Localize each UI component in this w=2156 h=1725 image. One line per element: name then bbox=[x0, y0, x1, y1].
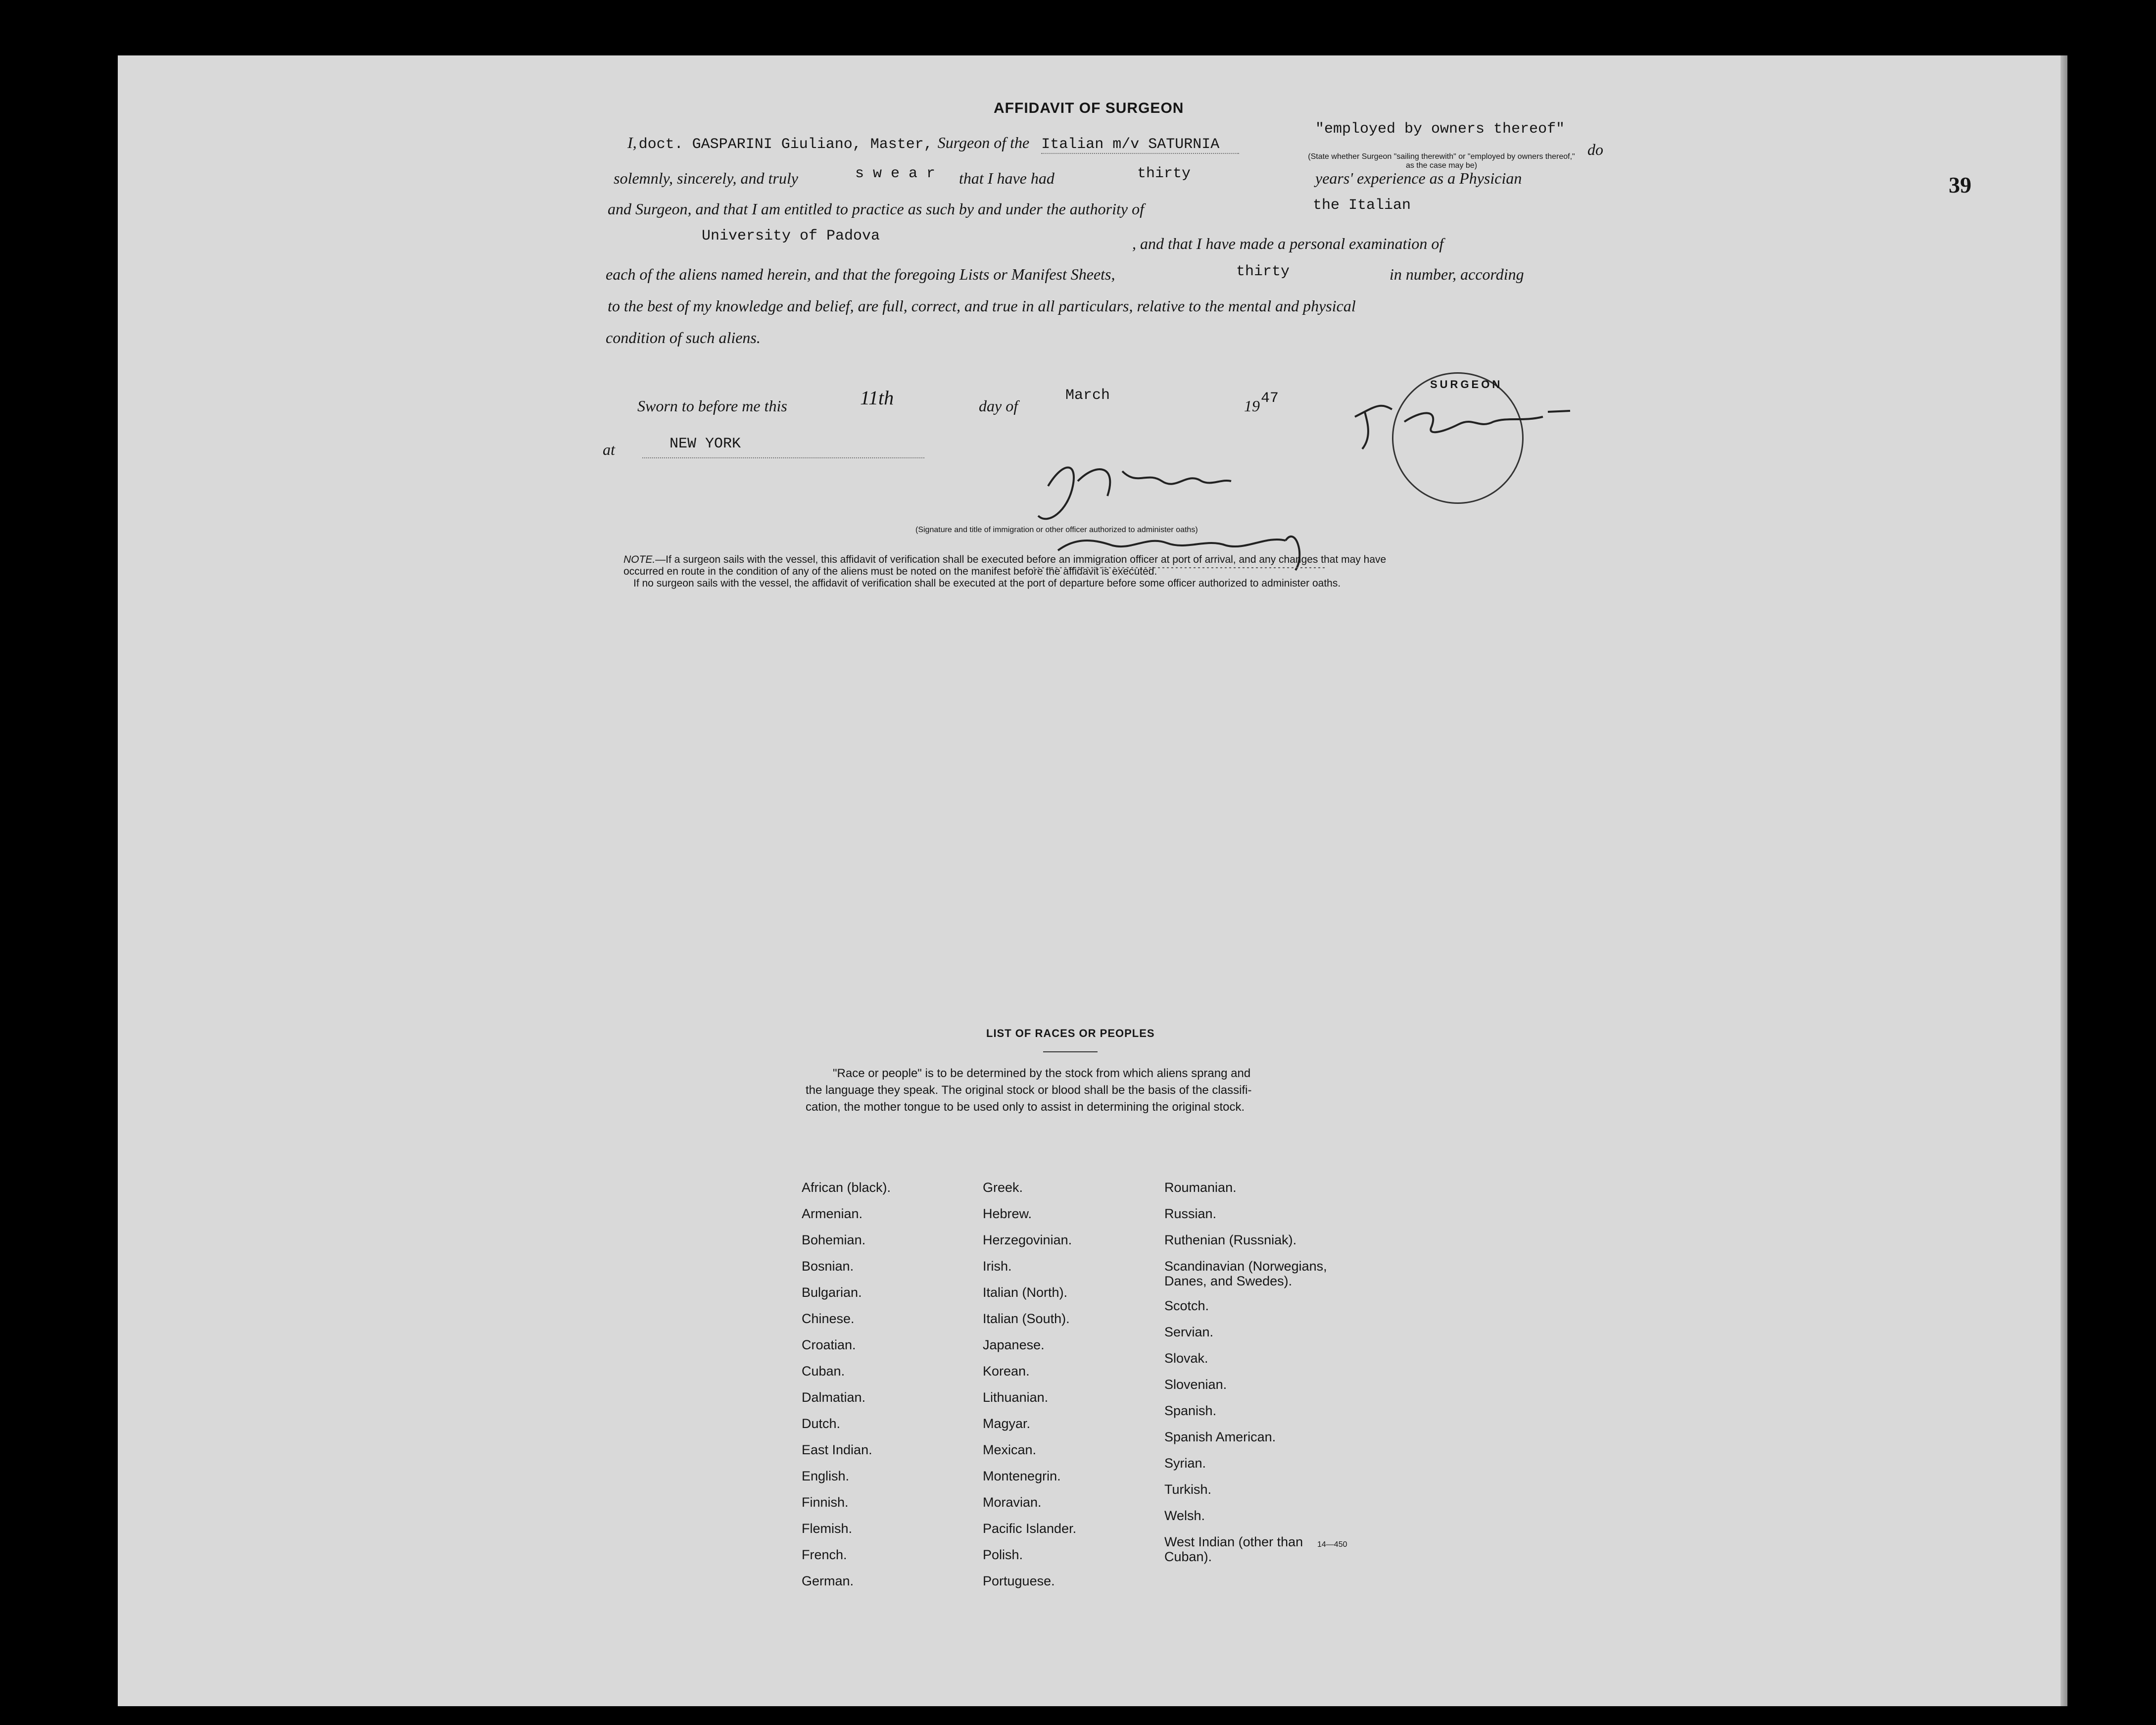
race-item: East Indian. bbox=[802, 1442, 872, 1457]
race-item: Flemish. bbox=[802, 1521, 853, 1536]
race-item: Finnish. bbox=[802, 1495, 849, 1510]
race-item: Servian. bbox=[1164, 1325, 1214, 1339]
races-heading-rule bbox=[1043, 1051, 1098, 1052]
employment-status: "employed by owners thereof" bbox=[1315, 121, 1565, 138]
affidavit-line-5: each of the aliens named herein, and that the foregoing Lists or Manifest Sheets, bbox=[606, 265, 1115, 283]
race-item: English. bbox=[802, 1469, 850, 1483]
vessel-name: Italian m/v SATURNIA bbox=[1041, 136, 1239, 154]
race-item: Croatian. bbox=[802, 1337, 856, 1352]
race-item: Japanese. bbox=[983, 1337, 1045, 1352]
race-item: Slovenian. bbox=[1164, 1377, 1227, 1392]
note-prefix: NOTE. bbox=[623, 554, 656, 565]
race-item: Armenian. bbox=[802, 1206, 863, 1221]
race-item: Russian. bbox=[1164, 1206, 1217, 1221]
surgeon-of-label: Surgeon of the bbox=[937, 134, 1030, 151]
race-item: Dalmatian. bbox=[802, 1390, 866, 1405]
sheets-value: thirty bbox=[1236, 263, 1290, 280]
race-item: French. bbox=[802, 1547, 847, 1562]
sworn-place: NEW YORK bbox=[670, 436, 741, 452]
race-item: Scotch. bbox=[1164, 1298, 1209, 1313]
form-title: AFFIDAVIT OF SURGEON bbox=[994, 100, 1184, 116]
race-item: Slovak. bbox=[1164, 1351, 1208, 1366]
races-intro bbox=[806, 1065, 1251, 1116]
races-column-2 bbox=[983, 1180, 1076, 1600]
year-prefix: 19 bbox=[1244, 397, 1260, 415]
race-item: Polish. bbox=[983, 1547, 1023, 1562]
page-edge bbox=[2060, 55, 2067, 1706]
races-column-3 bbox=[1164, 1180, 1327, 1574]
race-item: Scandinavian (Norwegians, Danes, and Swedes). bbox=[1164, 1259, 1327, 1288]
race-item: Greek. bbox=[983, 1180, 1023, 1195]
note-block bbox=[623, 554, 1386, 590]
day-of-label: day of bbox=[979, 397, 1018, 415]
races-heading: LIST OF RACES OR PEOPLES bbox=[986, 1027, 1155, 1039]
race-item: Cuban. bbox=[802, 1364, 845, 1379]
stamp-label: SURGEON bbox=[1430, 378, 1503, 391]
sworn-day: 11th bbox=[860, 387, 894, 409]
surgeon-name: doct. GASPARINI Giuliano, Master, bbox=[638, 136, 933, 153]
race-item: Welsh. bbox=[1164, 1508, 1205, 1523]
exam-label: , and that I have made a personal examination of bbox=[1132, 235, 1444, 252]
race-item: West Indian (other than Cuban). bbox=[1164, 1534, 1303, 1564]
race-item: Bulgarian. bbox=[802, 1285, 862, 1300]
authority-label: and Surgeon, and that I am entitled to practice as such by and under the authority of bbox=[608, 200, 1144, 218]
note-line-3: If no surgeon sails with the vessel, the affidavit of verification shall be executed at the port of departure before some officer authorized to administer oaths. bbox=[633, 578, 1341, 589]
race-item: Bosnian. bbox=[802, 1259, 854, 1274]
do-label: do bbox=[1587, 141, 1603, 158]
affidavit-line-6: to the best of my knowledge and belief, are full, correct, and true in all particulars, relative to the mental and physical bbox=[608, 297, 1356, 315]
note-line-1: —If a surgeon sails with the vessel, this affidavit of verification shall be executed before an immigration officer at port of arrival, and any changes that may have bbox=[655, 554, 1387, 565]
authority-value-2: University of Padova bbox=[702, 228, 880, 245]
form-number: 14—450 bbox=[1317, 1540, 1347, 1549]
experience-label: that I have had bbox=[959, 169, 1054, 187]
race-item: Spanish American. bbox=[1164, 1429, 1276, 1444]
race-item: Hebrew. bbox=[983, 1206, 1032, 1221]
race-item: Syrian. bbox=[1164, 1456, 1206, 1471]
oath-word: s w e a r bbox=[855, 165, 936, 182]
race-item: Irish. bbox=[983, 1259, 1012, 1274]
race-item: African (black). bbox=[802, 1180, 891, 1195]
race-item: Dutch. bbox=[802, 1416, 841, 1431]
race-item: Ruthenian (Russniak). bbox=[1164, 1232, 1297, 1247]
race-item: Portuguese. bbox=[983, 1574, 1055, 1588]
years-value: thirty bbox=[1137, 165, 1191, 182]
page-number: 39 bbox=[1949, 172, 1971, 197]
race-item: Herzegovinian. bbox=[983, 1232, 1072, 1247]
race-item: Mexican. bbox=[983, 1442, 1037, 1457]
officer-signature-caption: (Signature and title of immigration or other officer authorized to administer oaths) bbox=[915, 526, 1198, 534]
years-label: years' experience as a Physician bbox=[1315, 169, 1522, 187]
race-item: Chinese. bbox=[802, 1311, 855, 1326]
race-item: Magyar. bbox=[983, 1416, 1031, 1431]
i-label: I, bbox=[627, 134, 637, 151]
at-label: at bbox=[603, 441, 615, 458]
race-item: Spanish. bbox=[1164, 1403, 1217, 1418]
race-item: German. bbox=[802, 1574, 854, 1588]
affidavit-line-1 bbox=[627, 134, 1239, 154]
race-item: Turkish. bbox=[1164, 1482, 1212, 1497]
place-underline bbox=[642, 457, 924, 458]
race-item: Italian (North). bbox=[983, 1285, 1068, 1300]
solemnly-label: solemnly, sincerely, and truly bbox=[614, 169, 798, 187]
surgeon-signature bbox=[1345, 382, 1573, 456]
note-line-2: occurred en route in the condition of any of the aliens must be noted on the manifest before the affidavit is executed. bbox=[623, 566, 1157, 577]
races-intro-line-1: "Race or people" is to be determined by the stock from which aliens sprang and bbox=[833, 1067, 1251, 1080]
document-page bbox=[118, 55, 2067, 1706]
year-suffix: 47 bbox=[1261, 390, 1279, 407]
authority-value: the Italian bbox=[1313, 197, 1411, 214]
race-item: Korean. bbox=[983, 1364, 1030, 1379]
races-column-1 bbox=[802, 1180, 891, 1600]
race-item: Lithuanian. bbox=[983, 1390, 1049, 1405]
race-item: Bohemian. bbox=[802, 1232, 866, 1247]
employment-note: (State whether Surgeon "sailing therewith" or "employed by owners thereof," as the case may be) bbox=[1308, 152, 1575, 170]
race-item: Moravian. bbox=[983, 1495, 1042, 1510]
races-intro-line-3: cation, the mother tongue to be used only to assist in determining the original stock. bbox=[806, 1100, 1245, 1114]
affidavit-line-7: condition of such aliens. bbox=[606, 329, 761, 346]
races-intro-line-2: the language they speak. The original stock or blood shall be the basis of the classifi- bbox=[806, 1084, 1252, 1097]
sworn-label: Sworn to before me this bbox=[637, 397, 787, 415]
race-item: Montenegrin. bbox=[983, 1469, 1061, 1483]
sworn-month: March bbox=[1065, 387, 1110, 404]
race-item: Italian (South). bbox=[983, 1311, 1070, 1326]
number-label: in number, according bbox=[1389, 265, 1524, 283]
race-item: Roumanian. bbox=[1164, 1180, 1237, 1195]
race-item: Pacific Islander. bbox=[983, 1521, 1077, 1536]
